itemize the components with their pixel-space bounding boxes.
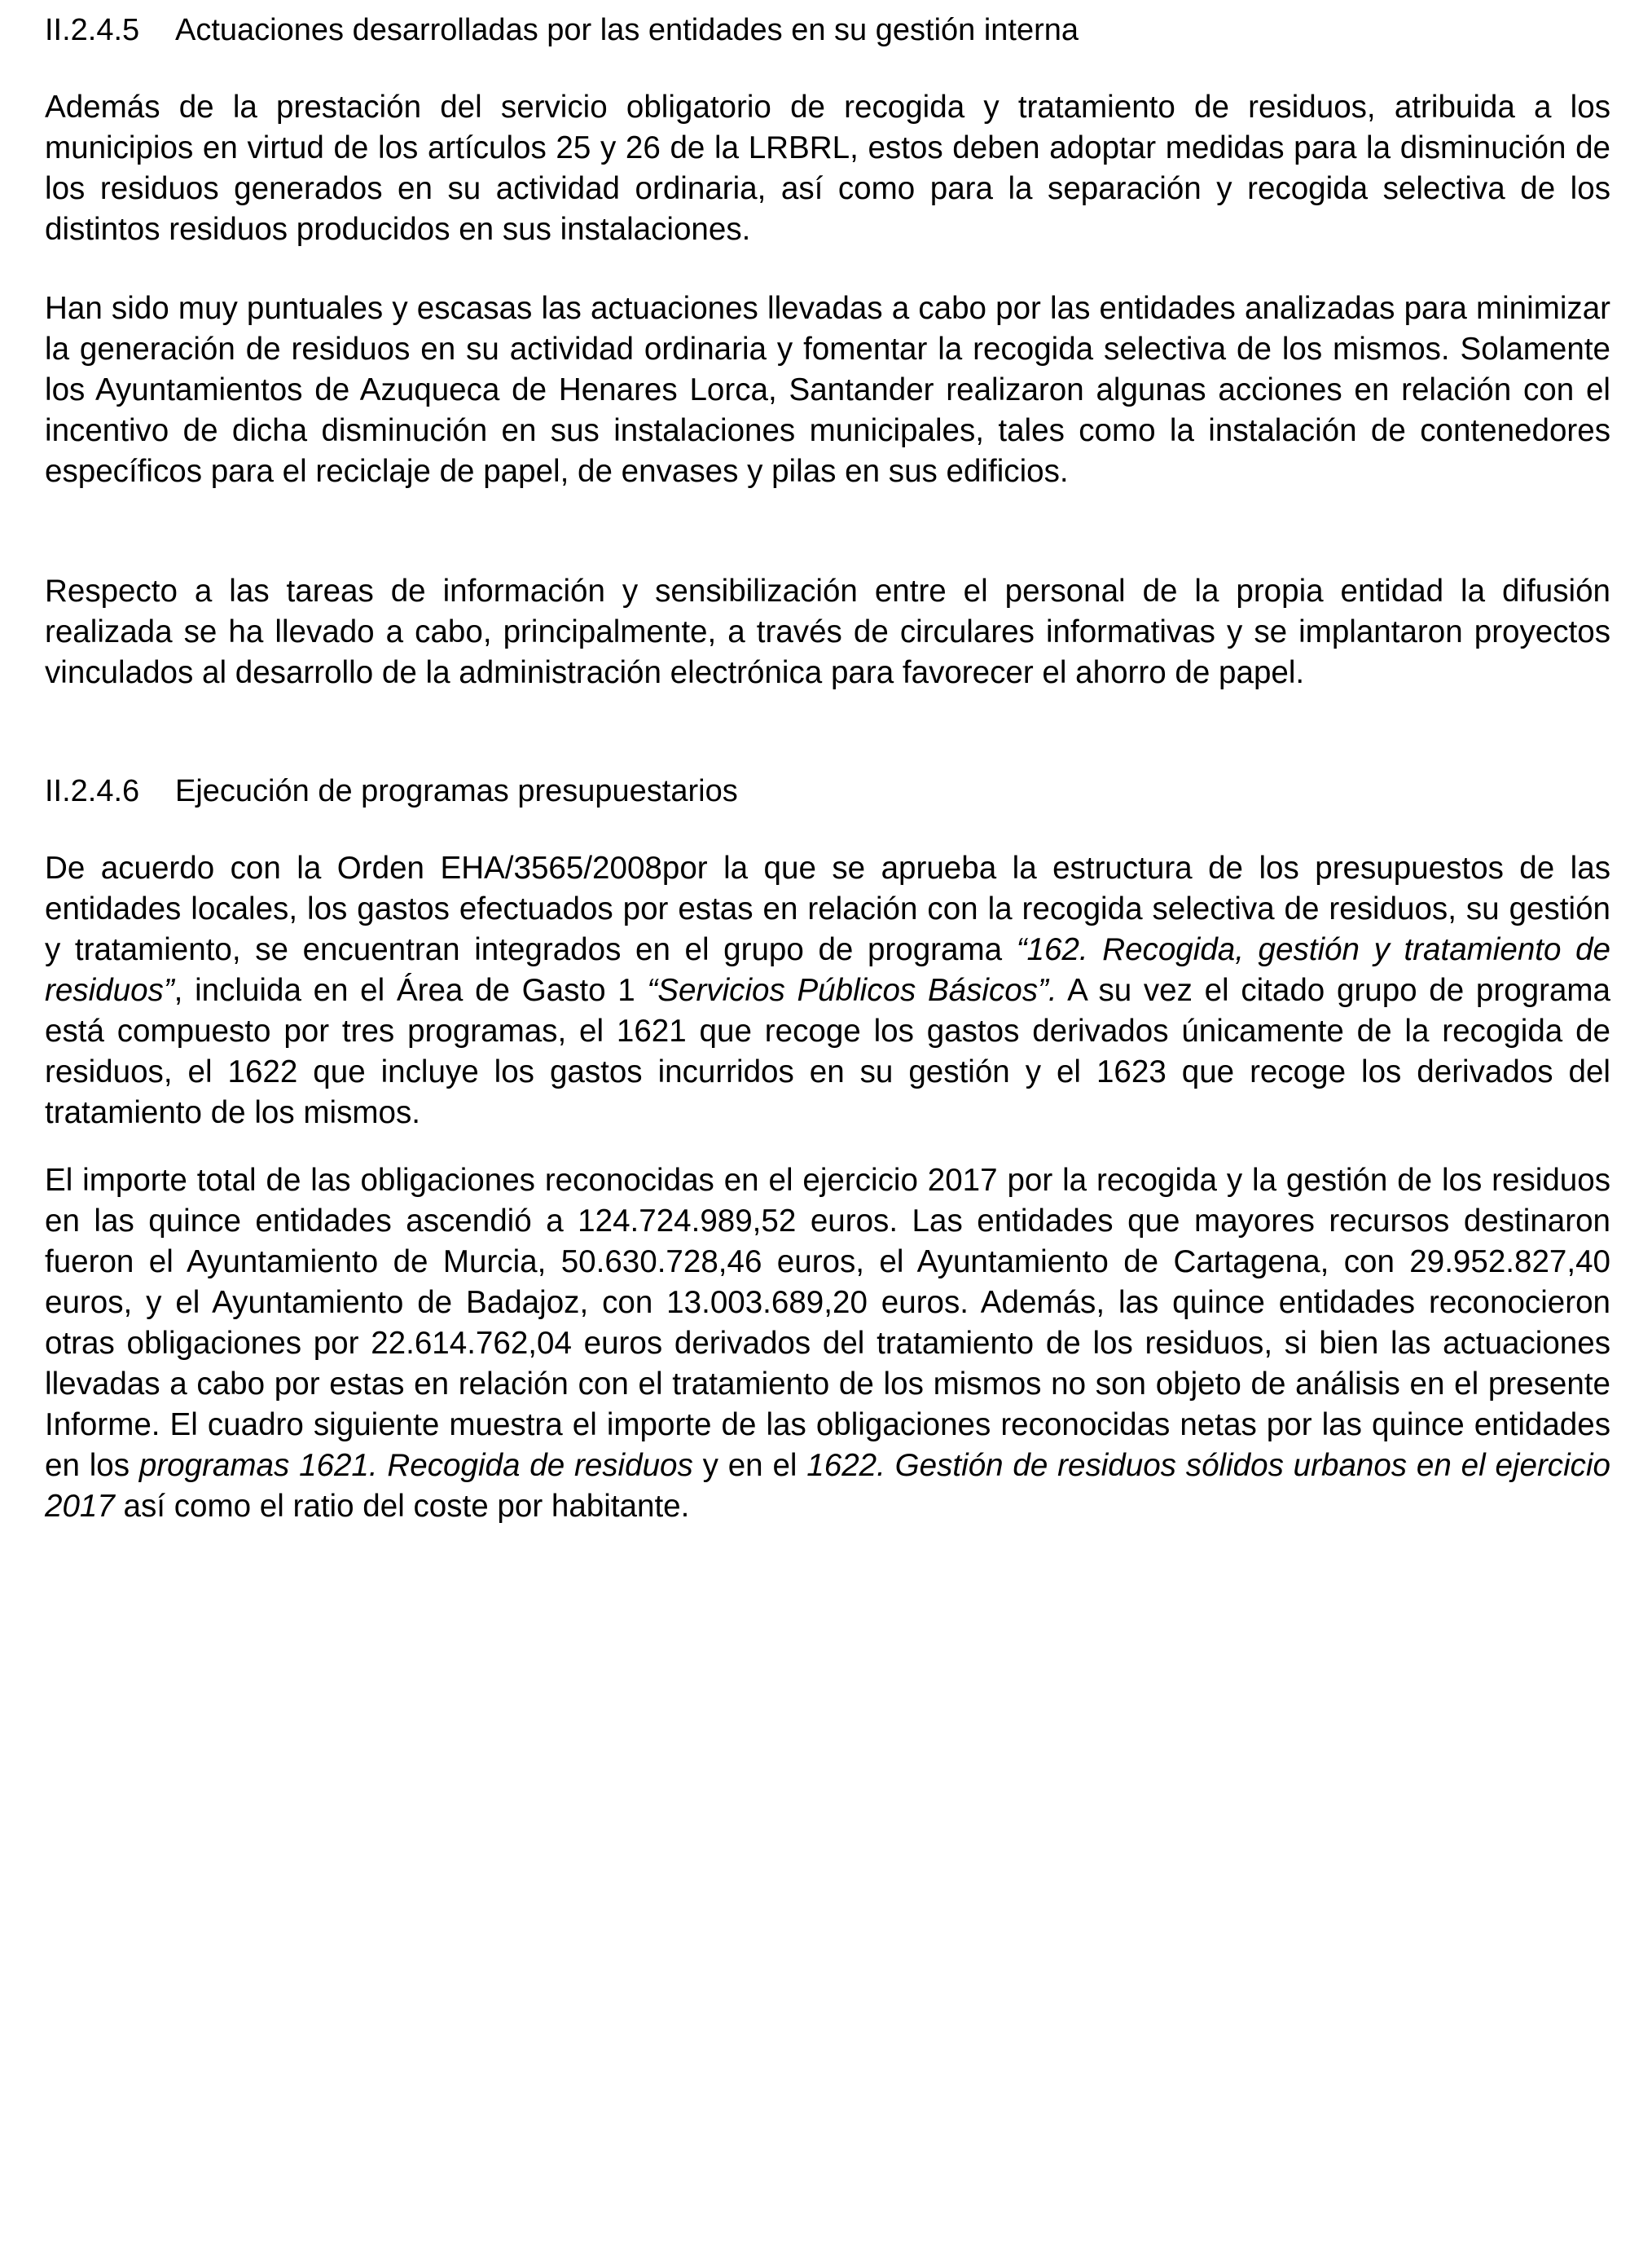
text-run: , incluida en el Área de Gasto 1 (174, 973, 648, 1008)
section-number: II.2.4.6 (45, 774, 140, 808)
italic-text-run: programas 1621. Recogida de residuos (138, 1448, 693, 1483)
paragraph (45, 1160, 1610, 1527)
section-heading-2-4-6 (45, 771, 1610, 812)
text-run: así como el ratio del coste por habitante. (114, 1489, 690, 1524)
paragraph: Han sido muy puntuales y escasas las actuaciones llevadas a cabo por las entidades analizadas para minimizar la generación de residuos en su actividad ordinaria y fomentar la recogida selectiva de los mismos. Solamente los Ayuntamientos de Azuqueca de Henares Lorca, Santander realizaron algunas acciones en relación con el incentivo de dicha disminución en sus instalaciones municipales, tales como la instalación de contenedores específicos para el reciclaje de papel, de envases y pilas en sus edificios. (45, 291, 1610, 489)
paragraph (45, 848, 1610, 1133)
section-title: Actuaciones desarrolladas por las entidades en su gestión interna (175, 13, 1079, 47)
section-heading-2-4-5 (45, 10, 1610, 51)
text-run: y en el (692, 1448, 807, 1483)
italic-text-run: 1622. Gestión de residuos sólidos urbanos en el ejercicio 2017 (45, 1448, 1610, 1524)
text-run: El importe total de las obligaciones reconocidas en el ejercicio 2017 por la recogida y la gestión de los residuos en las quince entidades ascendió a 124.724.989,52 euros. Las entidades que mayores recursos destinaron fueron el Ayuntamiento de Murcia, 50.630.728,46 euros, el Ayuntamiento de Cartagena, con 29.952.827,40 euros, y el Ayuntamiento de Badajoz, con 13.003.689,20 euros. Además, las quince entidades reconocieron otras obligaciones por 22.614.762,04 euros derivados del tratamiento de los residuos, si bien las actuaciones llevadas a cabo por estas en relación con el tratamiento de los mismos no son objeto de análisis en el presente Informe. El cuadro siguiente muestra el importe de las obligaciones reconocidas netas por las quince entidades en los (45, 1163, 1610, 1483)
italic-text-run: “162. Recogida, gestión y tratamiento de residuos” (45, 932, 1610, 1008)
italic-text-run: “Servicios Públicos Básicos”. (647, 973, 1057, 1008)
text-run: A su vez el citado grupo de programa está compuesto por tres programas, el 1621 que recoge los gastos derivados únicamente de la recogida de residuos, el 1622 que incluye los gastos incurridos en su gestión y el 1623 que recoge los derivados del tratamiento de los mismos. (45, 973, 1610, 1130)
text-run: De acuerdo con la Orden EHA/3565/2008por la que se aprueba la estructura de los presupuestos de las entidades locales, los gastos efectuados por estas en relación con la recogida selectiva de residuos, su gestión y tratamiento, se encuentran integrados en el grupo de programa (45, 851, 1610, 967)
section-number: II.2.4.5 (45, 13, 140, 47)
section-title: Ejecución de programas presupuestarios (175, 774, 738, 808)
paragraph: Además de la prestación del servicio obligatorio de recogida y tratamiento de residuos, atribuida a los municipios en virtud de los artículos 25 y 26 de la LRBRL, estos deben adoptar medidas para la disminución de los residuos generados en su actividad ordinaria, así como para la separación y recogida selectiva de los distintos residuos producidos en sus instalaciones. (45, 90, 1610, 247)
paragraph: Respecto a las tareas de información y sensibilización entre el personal de la propia entidad la difusión realizada se ha llevado a cabo, principalmente, a través de circulares informativas y se implantaron proyectos vinculados al desarrollo de la administración electrónica para favorecer el ahorro de papel. (45, 574, 1610, 690)
